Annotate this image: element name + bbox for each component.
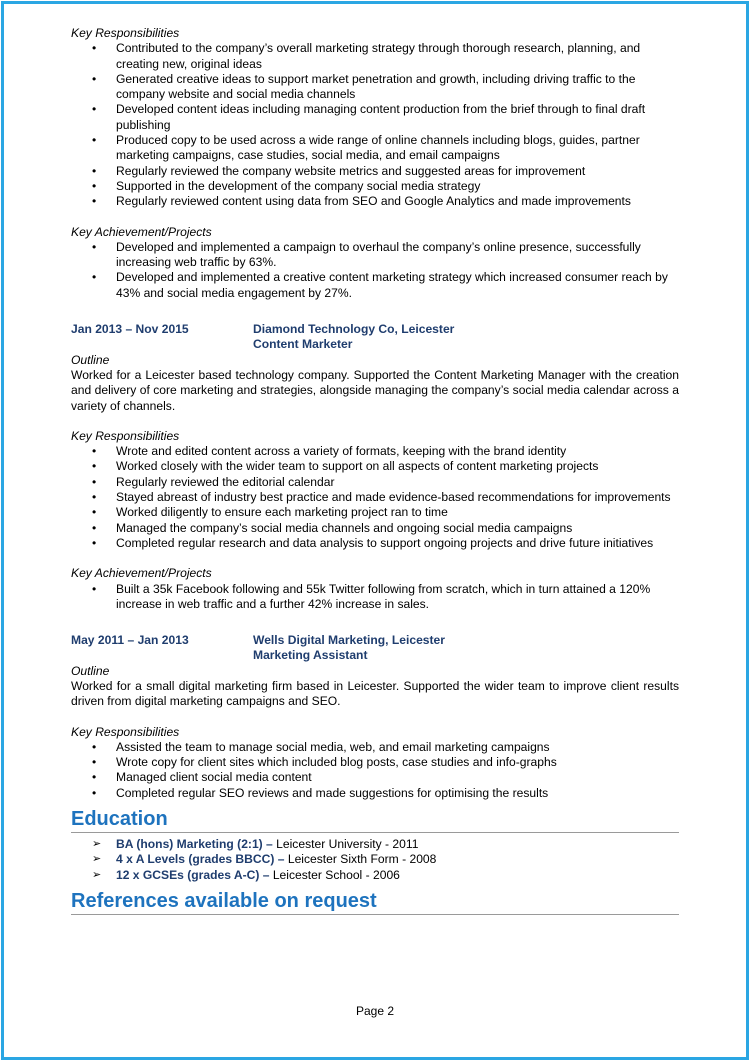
bullet-icon: • (92, 581, 97, 596)
list-item: • Regularly reviewed content using data from SEO and Google Analytics and made improvements (92, 194, 631, 209)
bullet-icon: • (92, 785, 97, 800)
list-item: • Produced copy to be used across a wide range of online channels including blogs, guides, partner marketing campaigns, case studies, social media, and email campaigns (92, 133, 640, 163)
bullet-icon: • (92, 459, 97, 474)
job0-responsibilities-list (71, 41, 679, 209)
list-item: • Managed client social media content (92, 770, 312, 785)
bullet-icon: • (92, 178, 97, 193)
education-heading: Education (71, 807, 679, 833)
job1-achievements-list (71, 582, 679, 613)
job1-company: Diamond Technology Co, Leicester (253, 322, 455, 337)
list-item: • Worked closely with the wider team to support on all aspects of content marketing projects (92, 459, 599, 474)
job1-dates: Jan 2013 – Nov 2015 (71, 322, 189, 337)
bullet-icon: • (92, 102, 97, 117)
bullet-icon: • (92, 474, 97, 489)
list-item: ➢ BA (hons) Marketing (2:1) – Leicester University - 2011 (92, 837, 419, 852)
list-item: • Developed and implemented a campaign to overhaul the company’s online presence, successfully increasing web traffic by 63%. (92, 239, 641, 270)
arrow-bullet-icon: ➢ (92, 853, 102, 866)
list-item: • Contributed to the company’s overall marketing strategy through thorough research, planning, and creating new, original ideas (92, 41, 641, 71)
page-number: Page 2 (355, 1004, 395, 1018)
bullet-icon: • (92, 755, 97, 770)
list-item: • Worked diligently to ensure each marketing project ran to time (92, 505, 448, 520)
job1-responsibilities-heading: Key Responsibilities (71, 428, 180, 443)
bullet-icon: • (92, 739, 97, 754)
job1-responsibilities-list (71, 444, 679, 551)
list-item: ➢ 12 x GCSEs (grades A-C) – Leicester School - 2006 (92, 867, 400, 882)
job2-outline-heading: Outline (71, 663, 110, 678)
arrow-bullet-icon: ➢ (92, 868, 102, 881)
list-item: • Developed and implemented a creative content marketing strategy which increased consumer reach by 43% and social media engagement by 27%. (92, 270, 668, 300)
list-item: • Wrote and edited content across a variety of formats, keeping with the brand identity (92, 444, 567, 459)
bullet-icon: • (92, 133, 97, 148)
job1-outline-text: Worked for a Leicester based technology company. Supported the Content Marketing Manager with the creation and delivery of core marketing and strategies, alongside managing the company’s social media calendar across a variety of channels. (71, 367, 679, 413)
list-item: • Completed regular research and data analysis to support ongoing projects and drive future initiatives (92, 535, 654, 550)
bullet-icon: • (92, 194, 97, 209)
bullet-icon: • (92, 770, 97, 785)
job1-role: Content Marketer (253, 337, 353, 352)
education-list (71, 837, 679, 883)
arrow-bullet-icon: ➢ (92, 838, 102, 851)
bullet-icon: • (92, 444, 97, 459)
resume-page-content (71, 26, 679, 915)
bullet-icon: • (92, 520, 97, 535)
list-item: • Stayed abreast of industry best practice and made evidence-based recommendations for improvements (92, 490, 671, 505)
list-item: ➢ 4 x A Levels (grades BBCC) – Leicester Sixth Form - 2008 (92, 852, 437, 867)
job0-achievements-list (71, 240, 679, 301)
job2-role: Marketing Assistant (253, 648, 368, 663)
bullet-icon: • (92, 490, 97, 505)
references-heading: References available on request (71, 889, 679, 915)
list-item: • Assisted the team to manage social media, web, and email marketing campaigns (92, 739, 550, 754)
bullet-icon: • (92, 41, 97, 56)
job1-header (71, 322, 679, 353)
bullet-icon: • (92, 163, 97, 178)
job2-dates: May 2011 – Jan 2013 (71, 633, 189, 648)
list-item: • Regularly reviewed the company website metrics and suggested areas for improvement (92, 163, 586, 178)
list-item: • Completed regular SEO reviews and made suggestions for optimising the results (92, 785, 549, 800)
list-item: • Developed content ideas including managing content production from the brief through to final draft publishing (92, 102, 646, 132)
bullet-icon: • (92, 270, 97, 285)
job1-outline-heading: Outline (71, 352, 110, 367)
bullet-icon: • (92, 239, 97, 254)
list-item: • Managed the company’s social media channels and ongoing social media campaigns (92, 520, 573, 535)
list-item: • Supported in the development of the company social media strategy (92, 178, 481, 193)
job2-outline-text: Worked for a small digital marketing firm based in Leicester. Supported the wider team to improve client results driven from digital marketing campaigns and SEO. (71, 678, 679, 709)
job1-achievements-heading: Key Achievement/Projects (71, 566, 212, 581)
bullet-icon: • (92, 535, 97, 550)
bullet-icon: • (92, 505, 97, 520)
job2-header (71, 633, 679, 664)
job2-responsibilities-heading: Key Responsibilities (71, 724, 180, 739)
bullet-icon: • (92, 71, 97, 86)
list-item: • Regularly reviewed the editorial calendar (92, 474, 335, 489)
job2-company: Wells Digital Marketing, Leicester (253, 633, 445, 648)
list-item: • Built a 35k Facebook following and 55k Twitter following from scratch, which in turn attained a 120% increase in web traffic and a further 42% increase in sales. (92, 581, 651, 611)
list-item: • Wrote copy for client sites which included blog posts, case studies and info-graphs (92, 755, 557, 770)
job0-achievements-heading: Key Achievement/Projects (71, 224, 212, 239)
job2-responsibilities-list (71, 740, 679, 801)
list-item: • Generated creative ideas to support market penetration and growth, including driving traffic to the company website and social media channels (92, 71, 636, 102)
job0-responsibilities-heading: Key Responsibilities (71, 26, 180, 40)
